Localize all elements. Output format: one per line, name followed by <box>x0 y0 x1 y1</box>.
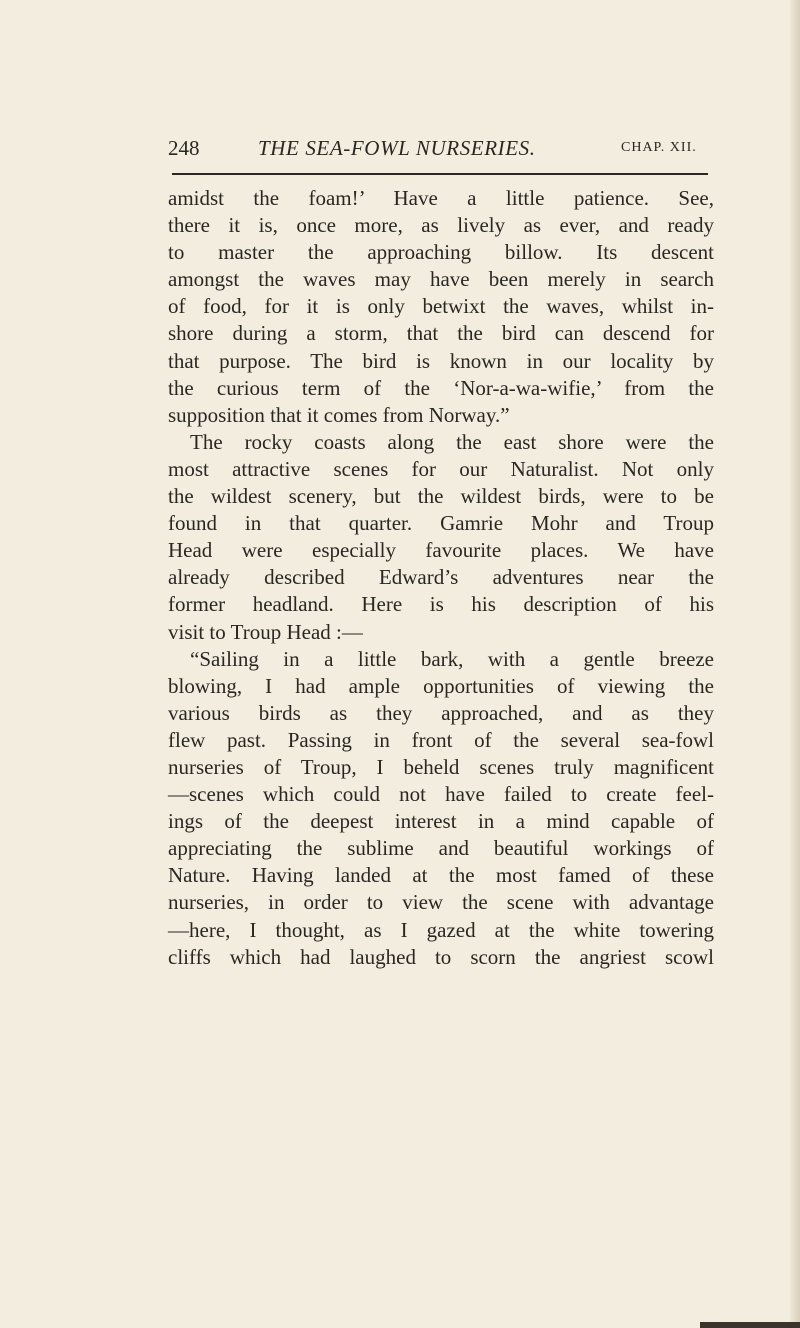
text-line: to master the approaching billow. Its descent <box>168 240 714 265</box>
page-bottom-edge <box>700 1322 800 1328</box>
text-line: of food, for it is only betwixt the waves, whilst in- <box>168 294 714 319</box>
text-line: most attractive scenes for our Naturalist. Not only <box>168 456 714 481</box>
text-line: Nature. Having landed at the most famed of these <box>168 863 714 888</box>
text-line: Head were especially favourite places. We have <box>168 538 714 563</box>
text-line: nurseries of Troup, I beheld scenes truly magnificent <box>168 754 714 779</box>
text-line: shore during a storm, that the bird can descend for <box>168 321 714 346</box>
text-line: there it is, once more, as lively as ever, and ready <box>168 213 714 238</box>
page-edge-shadow <box>790 0 800 1328</box>
text-line: “Sailing in a little bark, with a gentle breeze <box>190 646 714 671</box>
text-line: ings of the deepest interest in a mind capable of <box>168 809 714 834</box>
text-line: appreciating the sublime and beautiful workings of <box>168 836 714 861</box>
text-line: that purpose. The bird is known in our locality by <box>168 348 714 373</box>
text-line: various birds as they approached, and as they <box>168 700 714 725</box>
chapter-label: CHAP. XII. <box>621 140 697 155</box>
text-line: nurseries, in order to view the scene with advantage <box>168 890 714 915</box>
text-line: supposition that it comes from Norway.” <box>168 402 510 427</box>
text-line: —scenes which could not have failed to create feel- <box>168 782 714 807</box>
text-line: already described Edward’s adventures near the <box>168 565 714 590</box>
running-title: THE SEA-FOWL NURSERIES. <box>258 136 536 160</box>
text-line: the curious term of the ‘Nor-a-wa-wifie,’ from the <box>168 375 714 400</box>
text-line: former headland. Here is his description of his <box>168 592 714 617</box>
text-line: amongst the waves may have been merely in search <box>168 267 714 292</box>
text-line: amidst the foam!’ Have a little patience. See, <box>168 186 714 210</box>
text-line: cliffs which had laughed to scorn the angriest scowl <box>168 944 714 969</box>
text-line: blowing, I had ample opportunities of viewing the <box>168 673 714 698</box>
page-number: 248 <box>168 136 200 160</box>
text-line: the wildest scenery, but the wildest birds, were to be <box>168 484 714 509</box>
text-line: flew past. Passing in front of the several sea-fowl <box>168 727 714 752</box>
page-header <box>168 136 708 170</box>
header-rule <box>172 173 708 175</box>
text-line: visit to Troup Head :— <box>168 619 363 644</box>
text-line: The rocky coasts along the east shore were the <box>190 429 714 454</box>
text-line: —here, I thought, as I gazed at the white towering <box>168 917 714 942</box>
text-line: found in that quarter. Gamrie Mohr and Troup <box>168 511 714 536</box>
body-text <box>168 185 714 971</box>
